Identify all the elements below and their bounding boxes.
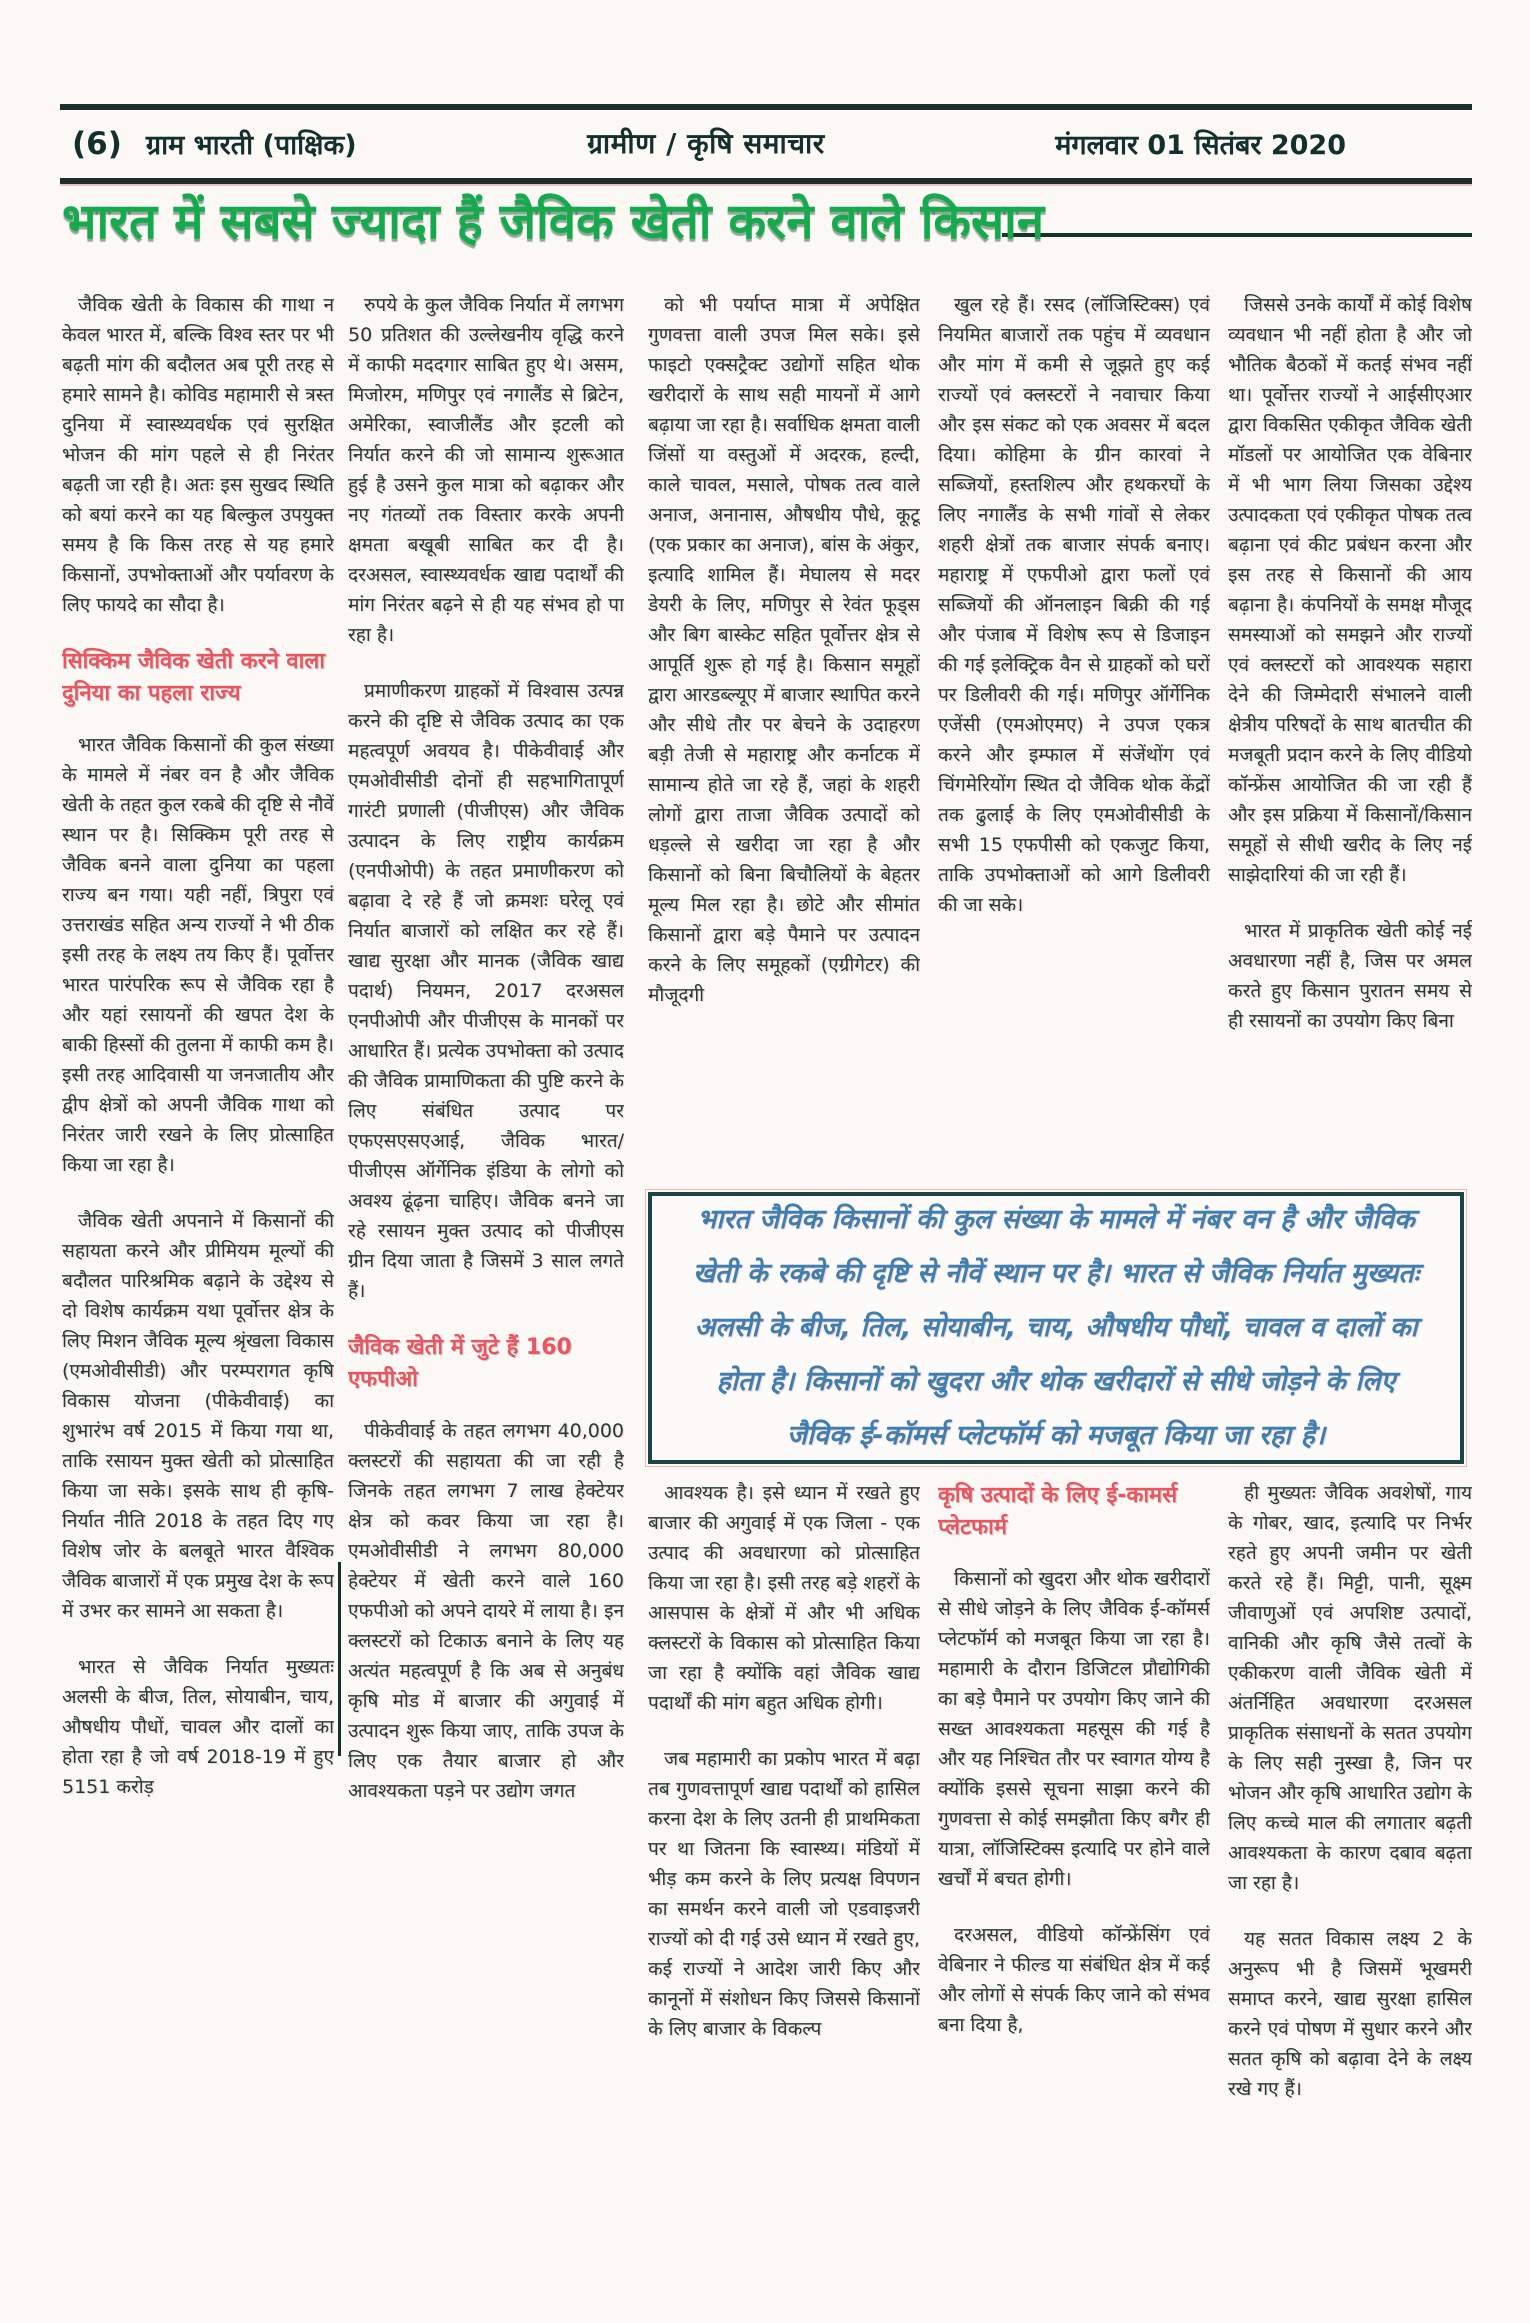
column-3-upper xyxy=(648,290,920,1182)
headline-rule xyxy=(1002,233,1472,237)
article-headline: भारत में सबसे ज्यादा हैं जैविक खेती करने वाले किसान xyxy=(62,193,1045,250)
column-2 xyxy=(348,290,624,2288)
paragraph: जैविक खेती के विकास की गाथा न केवल भारत में, बल्कि विश्व स्तर पर भी बढ़ती मांग की बदौलत अब पूरी तरह से हमारे सामने है। कोविड महामारी से त्रस्त दुनिया में स्वास्थ्यवर्धक एवं सुरक्षित भोजन की मांग पहले से ही निरंतर बढ़ती जा रही है। अतः इस सुखद स्थिति को बयां करने का यह बिल्कुल उपयुक्त समय है कि किस तरह से यह हमारे किसानों, उपभोक्ताओं और पर्यावरण के लिए फायदे का सौदा है। xyxy=(62,294,334,616)
column-5-lower xyxy=(1228,1478,1472,2290)
header-left xyxy=(60,125,357,162)
subheading-160-fpo: जैविक खेती में जुटे हैं 160 एफपीओ xyxy=(348,1335,572,1392)
column-divider-rule xyxy=(338,1562,341,1756)
issue-date: मंगलवार 01 सितंबर 2020 xyxy=(1055,129,1346,161)
paragraph: खुल रहे हैं। रसद (लॉजिस्टिक्स) एवं नियमित बाजारों तक पहुंच में व्यवधान और मांग में कमी से जूझते हुए कई राज्यों एवं क्लस्टरों ने नवाचार किया और इस संकट को एक अवसर में बदल दिया। कोहिमा के ग्रीन कारवां ने सब्जियों, हस्तशिल्प और हथकरघों के लिए नगालैंड के सभी गांवों से लेकर शहरी क्षेत्रों तक बाजार संपर्क बनाए। महाराष्ट्र में एफपीओ द्वारा फलों एवं सब्जियों की ऑनलाइन बिक्री की गई और पंजाब में विशेष रूप से डिजाइन की गई इलेक्ट्रिक वैन से ग्राहकों को घरों पर डिलीवरी की गई। मणिपुर ऑर्गेनिक एजेंसी (एमओएमए) ने उपज एकत्र करने और इम्फाल में संजेंथोंग एवं चिंगमेरियोंग स्थित दो जैविक थोक केंद्रों तक ढुलाई के लिए एमओवीसीडी के सभी 15 एफपीसी को एकजुट किया, ताकि उपभोक्ताओं को आगे डिलीवरी की जा सके। xyxy=(938,294,1210,916)
paragraph: आवश्यक है। इसे ध्यान में रखते हुए बाजार की अगुवाई में एक जिला - एक उत्पाद की अवधारणा को प्रोत्साहित किया जा रहा है। इसी तरह बड़े शहरों के आसपास के क्षेत्रों में और भी अधिक क्लस्टरों के विकास को प्रोत्साहित किया जा रहा है क्योंकि वहां जैविक खाद्य पदार्थों की मांग बहुत अधिक होगी। xyxy=(648,1482,920,1714)
paragraph: जिससे उनके कार्यों में कोई विशेष व्यवधान भी नहीं होता है और जो भौतिक बैठकों में कतई संभव नहीं था। पूर्वोत्तर राज्यों ने आईसीएआर द्वारा विकसित एकीकृत जैविक खेती मॉडलों पर आयोजित एक वेबिनार में भी भाग लिया जिसका उद्देश्य उत्पादकता एवं एकीकृत पोषक तत्व बढ़ाना एवं कीट प्रबंधन करना और इस तरह से किसानों की आय बढ़ाना है। कंपनियों के समक्ष मौजूद समस्याओं को समझने और राज्यों एवं क्लस्टरों को आवश्यक सहारा देने की जिम्मेदारी संभालने वाली क्षेत्रीय परिषदों के साथ बातचीत की मजबूती प्रदान करने के लिए वीडियो कॉन्फ्रेंस आयोजित की जा रही हैं और इस प्रक्रिया में किसानों/किसान समूहों से सीधी खरीद के लिए नई साझेदारियां की जा रही हैं। xyxy=(1228,294,1472,886)
section-title: ग्रामीण / कृषि समाचार xyxy=(587,127,825,160)
subheading-ecommerce-platform: कृषि उत्पादों के लिए ई-कामर्स प्लेटफार्म xyxy=(938,1483,1178,1540)
paragraph: दरअसल, वीडियो कॉन्फ्रेंसिंग एवं वेबिनार ने फील्ड या संबंधित क्षेत्र में कई और लोगों से संपर्क किए जाने को संभव बना दिया है, xyxy=(938,1924,1210,2036)
subheading-sikkim-first-organic-state: सिक्किम जैविक खेती करने वाला दुनिया का पहला राज्य xyxy=(62,649,325,706)
paragraph: को भी पर्याप्त मात्रा में अपेक्षित गुणवत्ता वाली उपज मिल सके। इसे फाइटो एक्सट्रैक्ट उद्योगों सहित थोक खरीदारों के साथ सही मायनों में आगे बढ़ाया जा रहा है। सर्वाधिक क्षमता वाली जिंसों या वस्तुओं में अदरक, हल्दी, काले चावल, मसाले, पोषक तत्व वाले अनाज, अनानास, औषधीय पौधे, कूटू (एक प्रकार का अनाज), बांस के अंकुर, इत्यादि शामिल हैं। मेघालय से मदर डेयरी के लिए, मणिपुर से रेवंत फूड्स और बिग बास्केट सहित पूर्वोत्तर क्षेत्र से आपूर्ति शुरू हो गई है। किसान समूहों द्वारा आरडब्ल्यूए में बाजार स्थापित करने और सीधे तौर पर बेचने के उदाहरण बड़ी तेजी से महाराष्ट्र और कर्नाटक में सामान्य होते जा रहे हैं, जहां के शहरी लोगों द्वारा ताजा जैविक उत्पादों को धड़ल्ले से खरीदा जा रहा है और किसानों को बिना बिचौलियों के बेहतर मूल्य मिल रहा है। छोटे और सीमांत किसानों द्वारा बड़े पैमाने पर उत्पादन करने के लिए समूहकों (एग्रीगेटर) की मौजूदगी xyxy=(648,294,920,1006)
paragraph: ही मुख्यतः जैविक अवशेषों, गाय के गोबर, खाद, इत्यादि पर निर्भर रहते हुए अपनी जमीन पर खेती करते रहे हैं। मिट्टी, पानी, सूक्ष्म जीवाणुओं एवं अपशिष्ट उत्पादों, वानिकी और कृषि जैसे तत्वों के एकीकरण वाली जैविक खेती में अंतर्निहित अवधारणा दरअसल प्राकृतिक संसाधनों के सतत उपयोग के लिए सही नुस्खा है, जिन पर भोजन और कृषि आधारित उद्योग के लिए कच्चे माल की लगातार बढ़ती आवश्यकता के कारण दबाव बढ़ता जा रहा है। xyxy=(1228,1482,1472,1894)
paragraph: जब महामारी का प्रकोप भारत में बढ़ा तब गुणवत्तापूर्ण खाद्य पदार्थों को हासिल करना देश के लिए उतनी ही प्राथमिकता पर था जितना कि स्वास्थ्य। मंडियों में भीड़ कम करने के लिए प्रत्यक्ष विपणन का समर्थन करने वाली जो एडवाइजरी राज्यों को दी गई उसे ध्यान में रखते हुए, कई राज्यों ने आदेश जारी किए और कानूनों में संशोधन किए जिससे किसानों के लिए बाजार के विकल्प xyxy=(648,1748,920,2040)
column-4-upper xyxy=(938,290,1210,1182)
paragraph: भारत से जैविक निर्यात मुख्यतः अलसी के बीज, तिल, सोयाबीन, चाय, औषधीय पौधों, चावल और दालों का होता रहा है जो वर्ष 2018-19 में हुए 5151 करोड़ xyxy=(62,1656,334,1798)
masthead: ग्राम भारती (पाक्षिक) xyxy=(145,129,357,161)
paragraph: जैविक खेती अपनाने में किसानों की सहायता करने और प्रीमियम मूल्यों की बदौलत पारिश्रमिक बढ़ाने के उद्देश्य से दो विशेष कार्यक्रम यथा पूर्वोत्तर क्षेत्र के लिए मिशन जैविक मूल्य श्रृंखला विकास (एमओवीसीडी) और परम्परागत कृषि विकास योजना (पीकेवीवाई) का शुभारंभ वर्ष 2015 में किया गया था, ताकि रसायन मुक्त खेती को प्रोत्साहित किया जा सके। इसके साथ ही कृषि-निर्यात नीति 2018 के तहत दिए गए विशेष जोर के बलबूते भारत वैश्विक जैविक बाजारों में एक प्रमुख देश के रूप में उभर कर सामने आ सकता है। xyxy=(62,1210,334,1622)
paragraph: रुपये के कुल जैविक निर्यात में लगभग 50 प्रतिशत की उल्लेखनीय वृद्धि करने में काफी मददगार साबित हुए थे। असम, मिजोरम, मणिपुर एवं नगालैंड से ब्रिटेन, अमेरिका, स्वाजीलैंड और इटली को निर्यात करने की जो सामान्य शुरूआत हुई है उसने कुल मात्रा को बढ़ाकर और नए गंतव्यों तक विस्तार करके अपनी क्षमता बखूबी साबित कर दी है। दरअसल, स्वास्थ्यवर्धक खाद्य पदार्थों की मांग निरंतर बढ़ने से ही यह संभव हो पा रहा है। xyxy=(348,294,624,646)
header-bar xyxy=(60,104,1472,184)
paragraph: प्रमाणीकरण ग्राहकों में विश्वास उत्पन्न करने की दृष्टि से जैविक उत्पाद का एक महत्वपूर्ण अवयव है। पीकेवीवाई और एमओवीसीडी दोनों ही सहभागितापूर्ण गारंटी प्रणाली (पीजीएस) और जैविक उत्पादन के लिए राष्ट्रीय कार्यक्रम (एनपीओपी) के तहत प्रमाणीकरण को बढ़ावा दे रहे हैं जो क्रमशः घरेलू एवं निर्यात बाजारों को लक्षित कर रहे हैं। खाद्य सुरक्षा और मानक (जैविक खाद्य पदार्थ) नियमन, 2017 दरअसल एनपीओपी और पीजीएस के मानकों पर आधारित हैं। प्रत्येक उपभोक्ता को उत्पाद की जैविक प्रामाणिकता की पुष्टि करने के लिए संबंधित उत्पाद पर एफएसएसएआई, जैविक भारत/ पीजीएस ऑर्गेनिक इंडिया के लोगो को अवश्य ढूंढ़ना चाहिए। जैविक बनने जा रहे रसायन मुक्त उत्पाद को पीजीएस ग्रीन दिया जाता है जिसमें 3 साल लगते हैं। xyxy=(348,680,624,1302)
column-3-lower xyxy=(648,1478,920,2290)
pull-quote xyxy=(648,1192,1464,1464)
column-1 xyxy=(62,290,334,2288)
paragraph: भारत में प्राकृतिक खेती कोई नई अवधारणा नहीं है, जिस पर अमल करते हुए किसान पुरातन समय से ही रसायनों का उपयोग किए बिना xyxy=(1228,920,1472,1032)
column-5-upper xyxy=(1228,290,1472,1182)
page-number: (6) xyxy=(72,125,122,162)
column-4-lower xyxy=(938,1478,1210,2290)
paragraph: पीकेवीवाई के तहत लगभग 40,000 क्लस्टरों की सहायता की जा रही है जिनके तहत लगभग 7 लाख हेक्टेयर क्षेत्र को कवर किया जा रहा है। एमओवीसीडी ने लगभग 80,000 हेक्टेयर में खेती करने वाले 160 एफपीओ को अपने दायरे में लाया है। इन क्लस्टरों को टिकाऊ बनाने के लिए यह अत्यंत महत्वपूर्ण है कि अब से अनुबंध कृषि मोड में बाजार की अगुवाई में उत्पादन शुरू किया जाए, ताकि उपज के लिए एक तैयार बाजार हो और आवश्यकता पड़ने पर उद्योग जगत xyxy=(348,1420,624,1802)
paragraph: भारत जैविक किसानों की कुल संख्या के मामले में नंबर वन है और जैविक खेती के तहत कुल रकबे की दृष्टि से नौवें स्थान पर है। सिक्किम पूरी तरह से जैविक बनने वाला दुनिया का पहला राज्य बन गया। यही नहीं, त्रिपुरा एवं उत्तराखंड सहित अन्य राज्यों ने भी ठीक इसी तरह के लक्ष्य तय किए हैं। पूर्वोत्तर भारत पारंपरिक रूप से जैविक रहा है और यहां रसायनों की खपत देश के बाकी हिस्सों की तुलना में काफी कम है। इसी तरह आदिवासी या जनजातीय और द्वीप क्षेत्रों को अपनी जैविक गाथा को निरंतर जारी रखने के लिए प्रोत्साहित किया जा रहा है। xyxy=(62,734,334,1176)
paragraph: यह सतत विकास लक्ष्य 2 के अनुरूप भी है जिसमें भूखमरी समाप्त करने, खाद्य सुरक्षा हासिल करने एवं पोषण में सुधार करने और सतत कृषि को बढ़ावा देने के लक्ष्य रखे गए हैं। xyxy=(1228,1928,1472,2100)
paragraph: किसानों को खुदरा और थोक खरीदारों से सीधे जोड़ने के लिए जैविक ई-कॉमर्स प्लेटफॉर्म को मजबूत किया जा रहा है। महामारी के दौरान डिजिटल प्रौद्योगिकी का बड़े पैमाने पर उपयोग किए जाने की सख्त आवश्यकता महसूस की गई है और यह निश्चित तौर पर स्वागत योग्य है क्योंकि इससे सूचना साझा करने की गुणवत्ता से कोई समझौता किए बगैर ही यात्रा, लॉजिस्टिक्स इत्यादि पर होने वाले खर्चों में बचत होगी। xyxy=(938,1568,1210,1890)
pull-quote-text: भारत जैविक किसानों की कुल संख्या के मामले में नंबर वन है और जैविक खेती के रकबे की दृष्टि से नौवें स्थान पर है। भारत से जैविक निर्यात मुख्यतः अलसी के बीज, तिल, सोयाबीन, चाय, औषधीय पौधों, चावल व दालों का होता है। किसानों को खुदरा और थोक खरीदारों से सीधे जोड़ने के लिए जैविक ई-कॉमर्स प्लेटफॉर्म को मजबूत किया जा रहा है। xyxy=(692,1204,1420,1451)
